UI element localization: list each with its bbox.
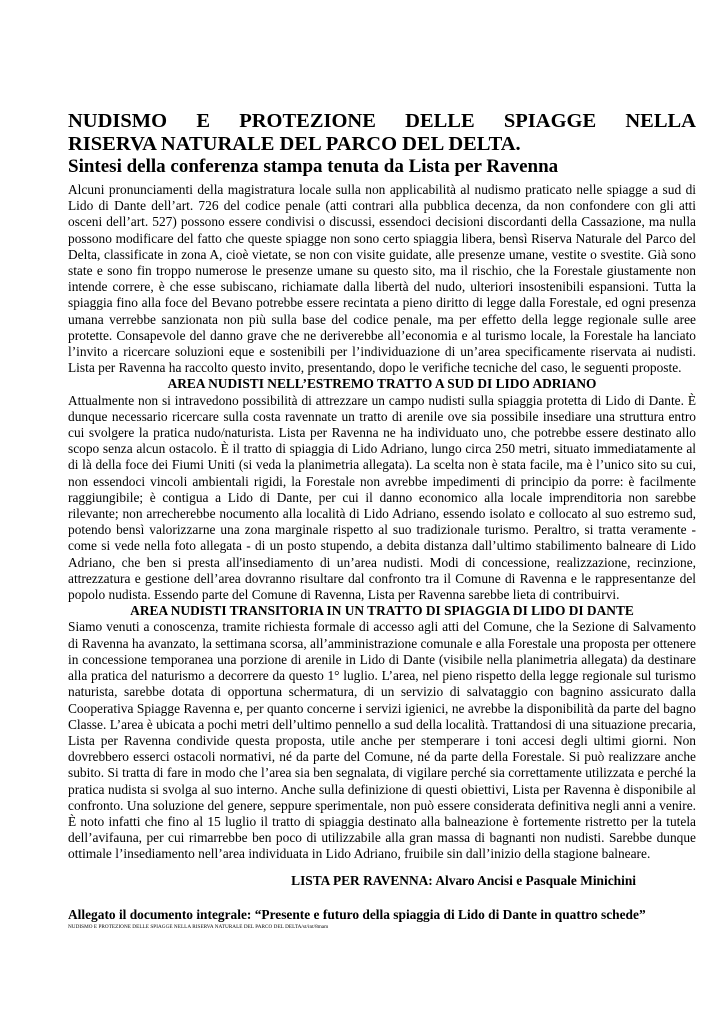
title-line-2: RISERVA NATURALE DEL PARCO DEL DELTA.	[68, 133, 521, 155]
document-footer: NUDISMO E PROTEZIONE DELLE SPIAGGE NELLA RISERVA NATURALE DEL PARCO DEL DELTA/st/int/8mam	[68, 923, 329, 930]
attachment-note: Allegato il documento integrale: “Presente e futuro della spiaggia di Lido di Dante in quattro schede”	[68, 906, 646, 922]
document-title	[68, 110, 696, 156]
document-page	[68, 110, 696, 930]
section-2-paragraph: Siamo venuti a conoscenza, tramite richiesta formale di accesso agli atti del Comune, che la Sezione di Salvamento di Ravenna ha avanzato, la settimana scorsa, all’amministrazione comunale e alla Forestale una proposta per ottenere in concessione temporanea una porzione di arenile in Lido di Dante (visibile nella planimetria allegata) da destinare alla pratica del naturismo a decorrere da questo 1° luglio. L’area, nel pieno rispetto della legge regionale sul turismo naturista, sarebbe dotata di opportuna schermatura, di un servizio di salvataggio con bagnino assicurato dalla Cooperativa Spiagge Ravenna e, per quanto concerne i servizi igienici, ne avrebbe la disponibilità da parte del bagno Classe. L’area è ubicata a pochi metri dell’ultimo pennello a sud della località. Trattandosi di una situazione precaria, Lista per Ravenna condivide questa proposta, utile anche per stemperare i toni accesi degli ultimi giorni. Non dovrebbero esserci ostacoli normativi, né da parte del Comune, né da parte della Forestale. Si può realizzare anche subito. Si tratta di fare in modo che l’area sia ben segnalata, di vigilare perché sia correttamente utilizzata e perché la pratica nudista si svolga al suo interno. Anche sulla definizione di questi obiettivi, Lista per Ravenna è disponibile al confronto. Una soluzione del genere, seppure sperimentale, non può essere considerata definitiva negli anni a venire. È noto infatti che fino al 15 luglio il tratto di spiaggia destinato alla balneazione è fortemente ristretto per la tutela dell’avifauna, per cui rimarrebbe ben poco di utilizzabile alla gran massa di bagnanti non nudisti. Sarebbe dunque ottimale l’insediamento nell’area individuata in Lido Adriano, fruibile sin dall’inizio della stagione balneare.	[68, 619, 696, 862]
intro-paragraph: Alcuni pronunciamenti della magistratura locale sulla non applicabilità al nudismo praticato nelle spiagge a sud di Lido di Dante dell’art. 726 del codice penale (atti contrari alla pubblica decenza, da non confondere con gli atti osceni dell’art. 527) possono essere condivisi o discussi, essendoci decisioni discordanti della Cassazione, ma nulla possono modificare del fatto che queste spiagge non sono certo spiaggia libera, bensì Riserva Naturale del Parco del Delta, classificate in zona A, cioè vietate, se non con visite guidate, alle presenze umane, vestite o svestite. Già sono state e sono fin troppo numerose le presenze umane su questo sito, ma il rischio, che la Forestale giustamente non intende correre, è che esse subiscano, richiamate dalla libertà del nudo, ulteriori insostenibili espansioni. Tutta la spiaggia fino alla foce del Bevano potrebbe essere recintata a pieno diritto di legge dalla Forestale, ed ogni presenza umana verrebbe sanzionata non più sulla base del codice penale, ma per effetto della legge regionale sulle aree protette. Consapevole del danno grave che ne deriverebbe all’economia e al turismo locale, la Forestale ha lanciato l’invito a ricercare soluzioni eque e sostenibili per l’individuazione di un’area specificamente riservata ai nudisti. Lista per Ravenna ha raccolto questo invito, presentando, dopo le verifiche tecniche del caso, le seguenti proposte.	[68, 182, 696, 376]
section-2-heading: AREA NUDISTI TRANSITORIA IN UN TRATTO DI SPIAGGIA DI LIDO DI DANTE	[130, 603, 634, 619]
title-line-1: NUDISMO E PROTEZIONE DELLE SPIAGGE NELLA	[68, 110, 696, 132]
document-subtitle: Sintesi della conferenza stampa tenuta da Lista per Ravenna	[68, 156, 559, 177]
section-1-paragraph: Attualmente non si intravedono possibilità di attrezzare un campo nudisti sulla spiaggia protetta di Lido di Dante. È dunque necessario ricercare sulla costa ravennate un tratto di arenile ove sia possibile insediare una struttura entro cui svolgere la pratica nudo/naturista. Lista per Ravenna ne ha individuato uno, che potrebbe essere destinato allo scopo senza alcun ostacolo. È il tratto di spiaggia di Lido Adriano, lungo circa 250 metri, situato immediatamente al di là della foce dei Fiumi Uniti (si veda la planimetria allegata). La scelta non è stata facile, ma è l’unico sito su cui, non essendoci vincoli ambientali rigidi, la Forestale non avrebbe impedimenti di principio da porre: è facilmente raggiungibile; è contigua a Lido di Dante, per cui il danno economico alla locale imprenditoria non sarebbe rilevante; non arrecherebbe nocumento alla località di Lido Adriano, essendo isolato e collocato al suo estremo sud, potendo bensì valorizzarne una zona marginale rispetto al suo tradizionale turismo. Peraltro, si tratta veramente - come si vede nella foto allegata - di un posto stupendo, a debita distanza dall’ultimo stabilimento balneare di Lido Adriano, che ben si presta all'insediamento di un’area nudisti. Modi di concessione, realizzazione, recinzione, attrezzatura e gestione dell’area dovranno risultare dal confronto tra il Comune di Ravenna e le rappresentanze del popolo nudista. Essendo parte del Comune di Ravenna, Lista per Ravenna sarebbe lieta di contribuirvi.	[68, 392, 696, 603]
section-1-heading: AREA NUDISTI NELL’ESTREMO TRATTO A SUD DI LIDO ADRIANO	[167, 376, 597, 392]
signature: LISTA PER RAVENNA: Alvaro Ancisi e Pasquale Minichini	[291, 872, 636, 888]
